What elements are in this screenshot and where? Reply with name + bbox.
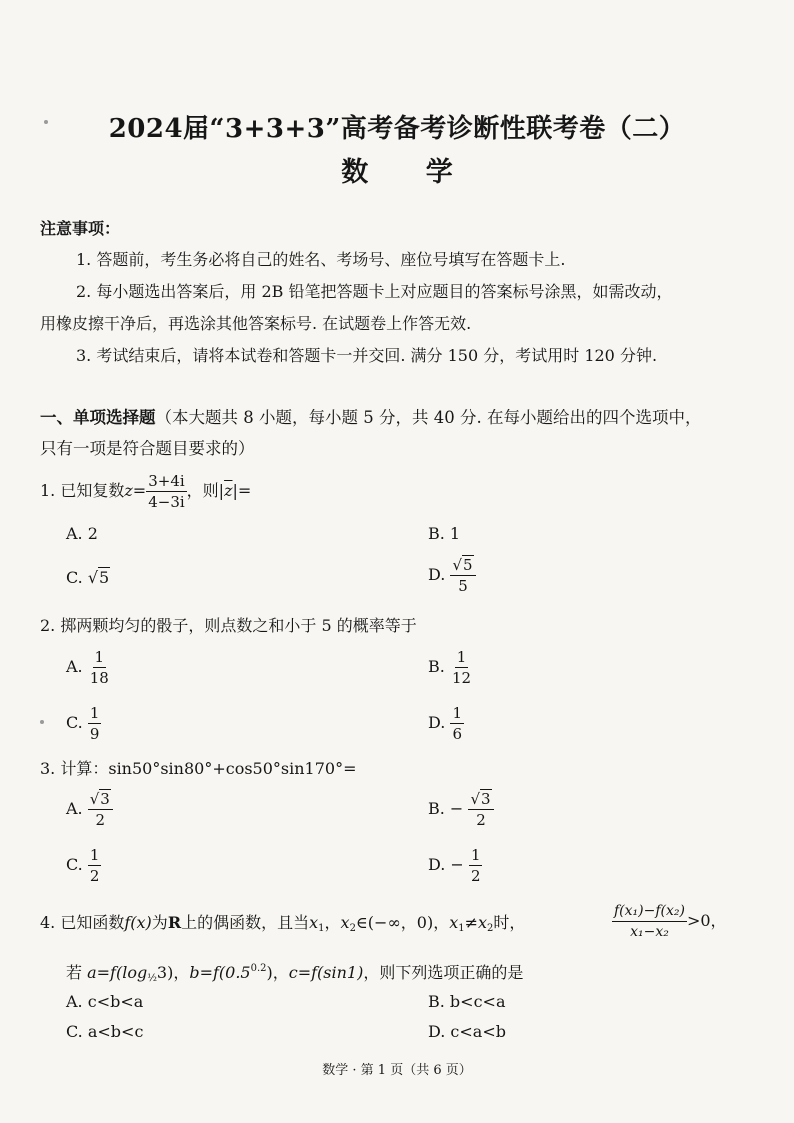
q3-d-den: 2 [470, 867, 481, 885]
q3-b-label: B. − [428, 799, 464, 818]
q2-d-label: D. [428, 713, 446, 732]
q2-c-fraction [88, 704, 102, 743]
q4-x2b: x [478, 913, 488, 932]
q4-x2-sub: 2 [349, 923, 356, 934]
q2-b-num: 1 [456, 648, 467, 666]
question-3-stem: 3. 计算：sin50°sin80°+cos50°sin170°= [40, 759, 357, 778]
q4-c-def: c=f(sin1) [288, 963, 364, 982]
q2-option-b [428, 648, 473, 687]
q2-option-a [66, 648, 111, 687]
q2-a-label: A. [66, 657, 83, 676]
q3-c-num: 1 [89, 846, 100, 864]
q4-neq: ≠ [464, 913, 479, 932]
q1-zbar: $\overline{z}$ [224, 481, 233, 500]
q1-option-d [428, 556, 476, 595]
question-2-stem: 2. 掷两颗均匀的骰子，则点数之和小于 5 的概率等于 [40, 616, 417, 635]
q4-option-b: B. b<c<a [428, 992, 506, 1011]
subject-title: 数 学 [341, 157, 477, 188]
q2-option-d [428, 704, 464, 743]
q2-d-num: 1 [452, 704, 462, 722]
q4-p6: 时， [493, 913, 526, 932]
q4-a-base: ½ [147, 973, 157, 984]
question-4-line1 [40, 910, 525, 934]
q4-p2: 为 [151, 913, 168, 932]
q4-frac-num: f(x₁)−f(x₂) [612, 902, 687, 922]
q1-z: z= [124, 481, 147, 500]
q4-frac-den: x₁−x₂ [630, 924, 669, 940]
q4-p1: 4. 已知函数 [40, 913, 125, 932]
q4-tail: ，则下列选项正确的是 [363, 963, 524, 982]
q4-x1: x [309, 913, 319, 932]
q4-p3: 上的偶函数，且当 [181, 913, 310, 932]
q1-d-fraction: $\frac{√5}{5}$ [450, 556, 475, 595]
q3-option-b [428, 790, 494, 829]
q4-gt: >0， [686, 911, 727, 930]
q3-b-den: 2 [476, 811, 486, 829]
q2-d-den: 6 [452, 725, 462, 743]
q3-d-label: D. − [428, 855, 464, 874]
q4-condition [612, 902, 727, 941]
q3-a-radicand: 3 [100, 790, 110, 808]
q4-a-end: 3)， [156, 963, 190, 982]
scan-speck [40, 720, 44, 724]
q4-fraction [612, 902, 687, 941]
notice-item-2-line2: 用橡皮擦干净后，再选涂其他答案标号. 在试题卷上作答无效. [40, 314, 472, 333]
q4-a-def: a=f(log [87, 963, 148, 982]
q2-a-fraction [88, 648, 111, 687]
q2-b-label: B. [428, 657, 445, 676]
q3-d-fraction [469, 846, 483, 885]
q1-fraction [146, 472, 186, 511]
page-footer: 数学 · 第 1 页（共 6 页） [322, 1063, 472, 1078]
q2-b-den: 12 [451, 669, 472, 687]
q4-b-exp: 0.2 [250, 963, 267, 974]
q2-b-fraction [450, 648, 473, 687]
q4-b-def: b=f(0.5 [189, 963, 251, 982]
q1-num: 3+4i [148, 472, 185, 490]
q4-x2: x [340, 913, 350, 932]
q4-f: f(x) [124, 913, 152, 932]
notice-item-3: 3. 考试结束后，请将本试卷和答题卡一并交回. 满分 150 分，考试用时 120 分钟. [76, 346, 658, 365]
q3-a-fraction: $\frac{√3}{2}$ [88, 790, 113, 829]
question-1-stem [40, 472, 251, 511]
q3-option-a [66, 790, 113, 829]
q3-c-den: 2 [89, 867, 100, 885]
q3-c-fraction [88, 846, 102, 885]
q1-end: |= [232, 481, 252, 500]
q4-x1b: x [449, 913, 459, 932]
q4-x1-sub: 1 [318, 923, 325, 934]
q3-d-num: 1 [470, 846, 481, 864]
q1-prefix: 1. 已知复数 [40, 481, 125, 500]
q2-a-den: 18 [89, 669, 109, 687]
section-desc-line1: （本大题共 8 小题，每小题 5 分，共 40 分. 在每小题给出的四个选项中， [155, 408, 702, 427]
q1-c-label: C. [66, 568, 83, 587]
q4-option-c: C. a<b<c [66, 1022, 144, 1041]
q1-option-a: A. 2 [66, 524, 98, 543]
q2-c-den: 9 [89, 725, 100, 743]
q4-option-a: A. c<b<a [66, 992, 144, 1011]
q4-b-end: )， [266, 963, 289, 982]
q1-d-radicand: 5 [463, 556, 473, 574]
q2-d-fraction [450, 704, 464, 743]
q4-R: R [167, 913, 182, 932]
q1-option-b: B. 1 [428, 524, 461, 543]
q3-a-label: A. [66, 799, 83, 818]
q2-c-label: C. [66, 713, 83, 732]
q2-c-num: 1 [89, 704, 100, 722]
question-4-line2 [66, 960, 523, 984]
q4-p4: ∈(−∞，0)， [355, 913, 450, 932]
notice-item-2-line1: 2. 每小题选出答案后，用 2B 铅笔把答题卡上对应题目的答案标号涂黑，如需改动， [76, 282, 673, 301]
section-title: 一、单项选择题 [40, 408, 156, 427]
q4-if: 若 [66, 963, 88, 982]
q4-comma: ， [324, 913, 341, 932]
exam-title: 2024届“3+3+3”高考备考诊断性联考卷（二） [108, 114, 686, 144]
q4-x2b-sub: 2 [487, 923, 494, 934]
scan-speck [44, 120, 48, 124]
q1-suffix: ，则| [186, 481, 225, 500]
q3-c-label: C. [66, 855, 83, 874]
q1-d-label: D. [428, 565, 446, 584]
q2-option-c [66, 704, 101, 743]
q1-option-c: C. √5 [66, 568, 110, 587]
notice-heading: 注意事项： [40, 219, 121, 238]
q4-option-d: D. c<a<b [428, 1022, 506, 1041]
q3-a-den: 2 [95, 811, 106, 829]
q1-d-den: 5 [458, 577, 468, 595]
q3-option-d [428, 846, 482, 885]
q1-den: 4−3i [148, 493, 185, 511]
notice-item-1: 1. 答题前，考生务必将自己的姓名、考场号、座位号填写在答题卡上. [76, 250, 566, 269]
q1-c-radicand: 5 [99, 568, 110, 587]
section-heading [40, 404, 701, 428]
q2-a-num: 1 [94, 648, 105, 666]
q4-x1b-sub: 1 [458, 923, 465, 934]
section-desc-line2: 只有一项是符合题目要求的） [40, 439, 255, 458]
q3-b-fraction: $\frac{√3}{2}$ [468, 790, 493, 829]
q3-b-radicand: 3 [481, 790, 491, 808]
q3-option-c [66, 846, 101, 885]
